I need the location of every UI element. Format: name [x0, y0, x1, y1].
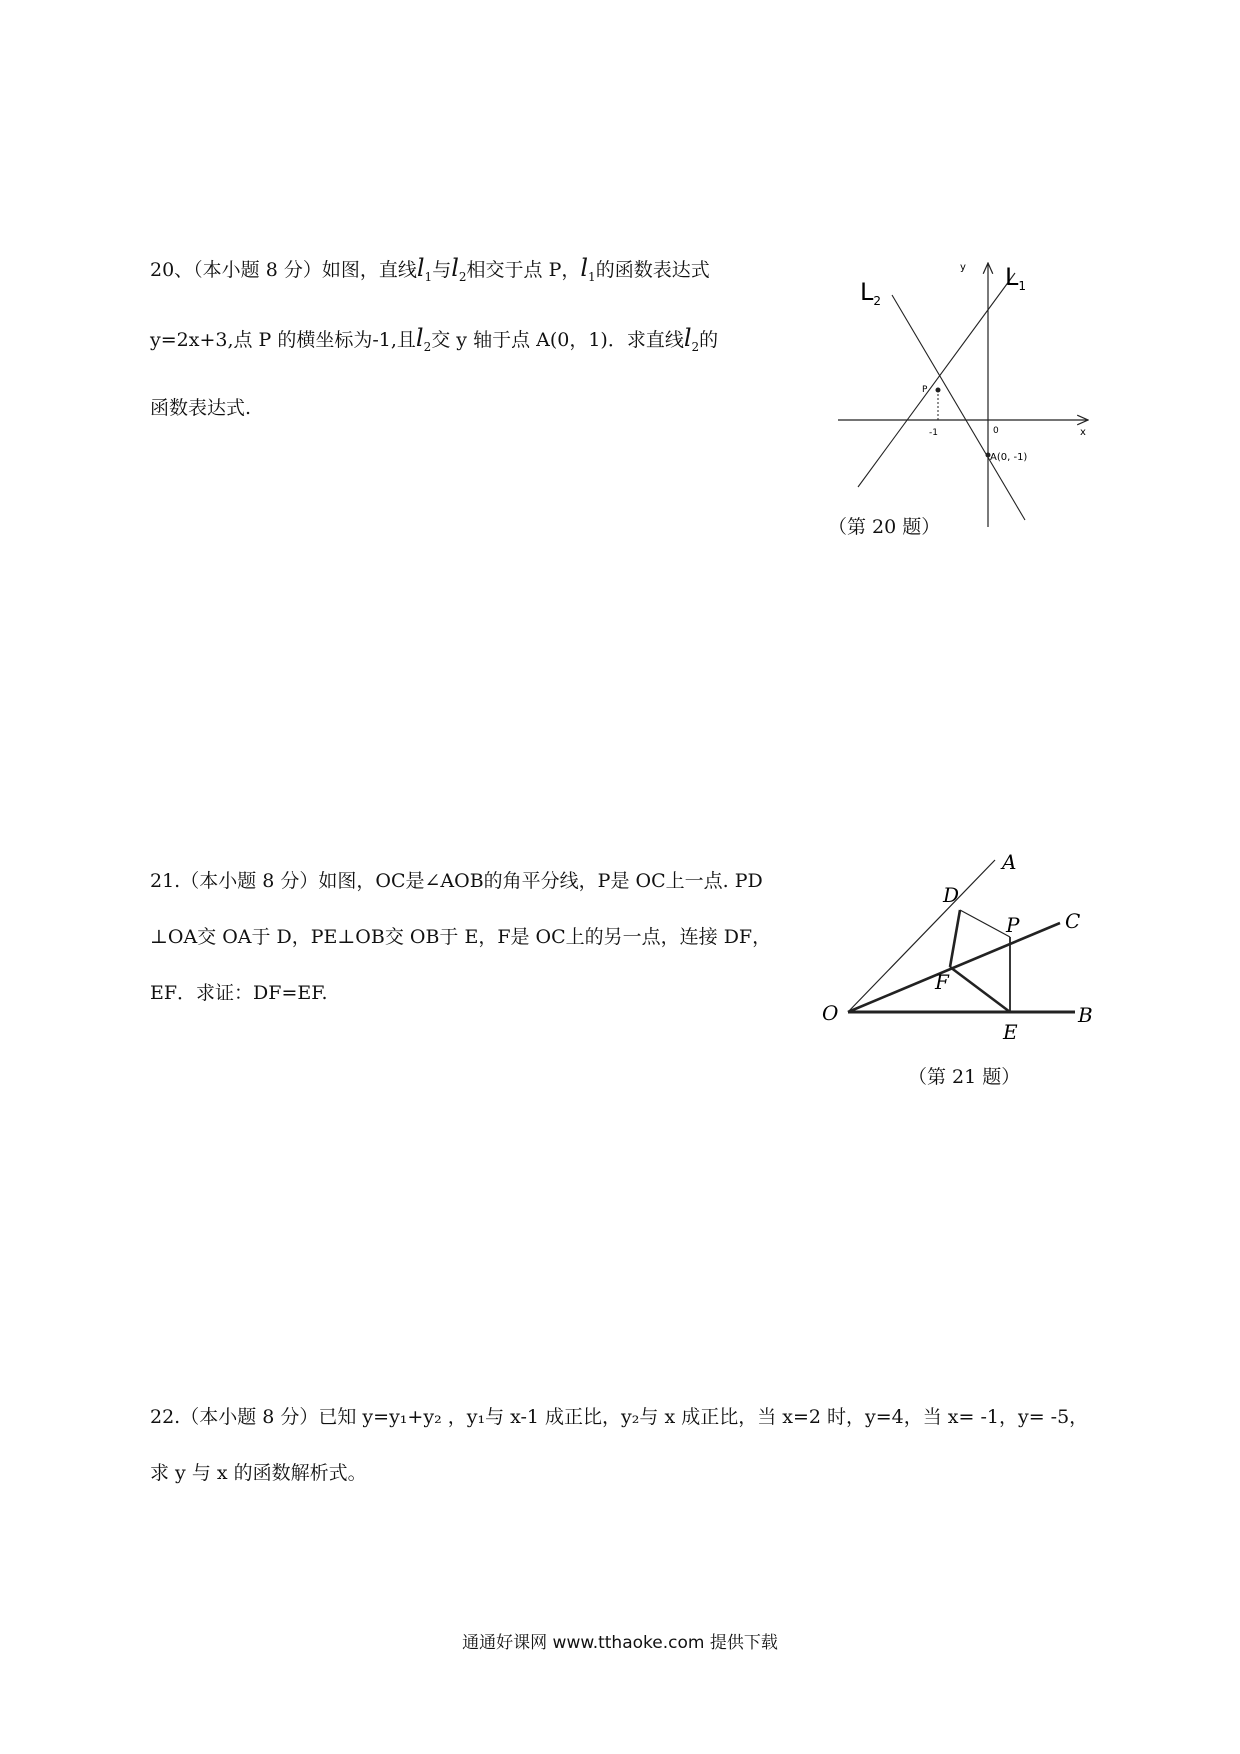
label-d: D — [943, 883, 960, 907]
label-p: P — [1006, 913, 1020, 937]
ray-oc — [848, 923, 1060, 1012]
q20-line-1 — [150, 238, 790, 308]
q20-text-2a: y=2x+3,点 P 的横坐标为-1,且 — [150, 328, 416, 351]
label-neg1: -1 — [929, 428, 938, 438]
l2-subscript-2: 2 — [423, 339, 432, 354]
label-c: C — [1065, 909, 1081, 933]
q21-line-3: EF．求证：DF=EF. — [150, 982, 328, 1004]
q21-figure — [810, 845, 1100, 1085]
ray-oa — [848, 860, 995, 1012]
q21-line-2: ⊥OA交 OA于 D，PE⊥OB交 OB于 E，F是 OC上的另一点，连接 DF， — [150, 926, 772, 948]
label-a: A — [1002, 850, 1017, 874]
l1-subscript-2: 1 — [588, 269, 596, 284]
label-l2: $L_2$ — [860, 278, 882, 308]
q20-text-1a: 20、（本小题 8 分）如图，直线 — [150, 259, 417, 281]
label-a: A(0, -1) — [990, 452, 1028, 463]
question-21 — [150, 853, 790, 1021]
label-origin: 0 — [993, 426, 999, 436]
segment-df — [950, 910, 960, 967]
label-e: E — [1003, 1020, 1018, 1044]
l1-symbol: l — [416, 254, 425, 282]
label-p: P — [922, 385, 928, 395]
q20-text-2b: 交 y 轴于点 A(0，1)．求直线 — [431, 328, 684, 351]
l2-subscript-3: 2 — [691, 339, 700, 354]
l2-symbol-2: l — [415, 323, 424, 352]
q20-text-1d: 的函数表达式 — [595, 259, 710, 281]
q20-text-1c: 相交于点 P， — [466, 259, 581, 281]
point-p — [936, 388, 941, 393]
segment-pd — [960, 910, 1010, 937]
q21-caption: （第 21 题） — [908, 1066, 1021, 1088]
question-20 — [150, 238, 790, 439]
q20-line-2 — [150, 308, 790, 378]
l1-symbol-2: l — [580, 254, 589, 282]
l2-symbol-3: l — [683, 323, 692, 352]
label-b: B — [1078, 1003, 1093, 1027]
q22-line-1: 22.（本小题 8 分）已知 y=y₁+y₂ ，y₁与 x-1 成正比，y₂与 x 成正比，当 x=2 时，y=4，当 x= -1，y= -5， — [150, 1406, 1089, 1428]
question-22 — [150, 1389, 1110, 1501]
label-l1: $L_1$ — [1005, 263, 1027, 293]
q20-text-2c: 的 — [699, 328, 719, 351]
label-f: F — [935, 970, 949, 994]
segment-ef — [950, 967, 1010, 1012]
label-o: O — [822, 1001, 839, 1025]
l2-symbol: l — [451, 254, 459, 282]
footer: 通通好课网 www.tthaoke.com 提供下载 — [462, 1633, 778, 1653]
label-y: y — [960, 262, 966, 273]
q20-caption: （第 20 题） — [828, 516, 941, 538]
l1-subscript: 1 — [424, 269, 433, 284]
q21-line-1: 21.（本小题 8 分）如图，OC是∠AOB的角平分线，P是 OC上一点. PD — [150, 870, 763, 892]
l2-subscript: 2 — [458, 269, 467, 284]
q20-line-3: 函数表达式. — [150, 396, 252, 419]
q20-text-1b: 与 — [432, 259, 452, 281]
q22-line-2: 求 y 与 x 的函数解析式。 — [150, 1462, 367, 1484]
q20-figure — [830, 255, 1100, 545]
label-x: x — [1080, 427, 1086, 438]
line-l2 — [892, 295, 1028, 520]
